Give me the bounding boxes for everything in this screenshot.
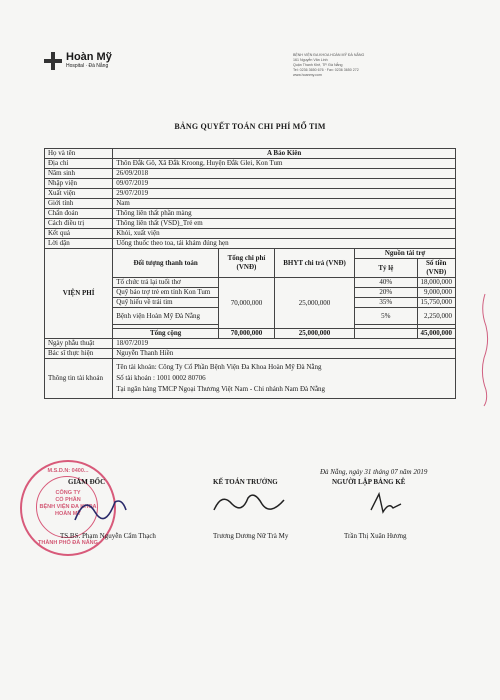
patient-gender: Nam [113,199,456,209]
accountant-signature [208,486,288,520]
col-rate-header: Tỷ lệ [355,259,417,278]
payer-row-3: Quỹ hiếu về trái tim [113,298,219,308]
patient-advice: Uống thuốc theo toa, tái khám đúng hẹn [113,239,456,249]
amount-row-1: 18,000,000 [417,278,456,288]
accountant-title: KẾ TOÁN TRƯỞNG [213,478,278,486]
total-label: Tổng cộng [113,329,219,339]
amount-row-4: 2,250,000 [417,308,456,325]
logo-name: Hoàn Mỹ [66,51,112,63]
amount-row-3: 15,750,000 [417,298,456,308]
total-cost-sum: 70,000,000 [219,329,275,339]
document-title: BẢNG QUYẾT TOÁN CHI PHÍ MỔ TIM [174,122,326,131]
total-bhyt-sum: 25,000,000 [274,329,354,339]
stamp-code: M.S.D.N: 0400... [47,468,89,474]
hospital-logo [44,52,112,70]
label-intervention: Cách điều trị [45,219,113,229]
director-signature [70,490,130,530]
signing-date: Đà Nẵng, ngày 31 tháng 07 năm 2019 [320,468,428,476]
payer-row-2: Quỹ bảo trợ trẻ em tỉnh Kon Tum [113,288,219,298]
stamp-city: THÀNH PHỐ ĐÀ NẴNG [38,540,98,546]
col-bhyt-header: BHYT chi trả (VNĐ) [274,249,354,278]
rate-row-1: 40% [355,278,417,288]
preparer-signature [365,488,405,520]
rate-row-2: 20% [355,288,417,298]
label-result: Kết quả [45,229,113,239]
patient-admit-date: 09/07/2019 [113,179,456,189]
director-name: TS.BS. Phạm Nguyễn Cẩm Thạch [60,532,156,540]
total-rate-empty [355,329,417,339]
label-advice: Lời dặn [45,239,113,249]
label-account: Thông tin tài khoản [45,359,113,399]
logo-subtitle: Hospital · Đà Nẵng [66,63,109,69]
margin-handwriting [476,290,494,410]
patient-address: Thôn Đắk Gô, Xã Đắk Kroong, Huyện Đắk Glei, Kon Tum [113,159,456,169]
label-fees: VIỆN PHÍ [45,249,113,339]
payer-row-4: Bệnh viện Hoàn Mỹ Đà Nẵng [113,308,219,325]
label-gender: Giới tính [45,199,113,209]
account-info [113,359,456,399]
total-cost-cell: 70,000,000 [219,278,275,329]
hospital-line: www.hoanmy.com [293,73,322,77]
hospital-line: Tel: 0236 3650 676 · Fax: 0236 3650 272 [293,68,359,72]
patient-intervention: Thông liên thất (VSD)_Trẻ em [113,219,456,229]
patient-dob: 26/09/2018 [113,169,456,179]
hospital-line: Quận Thanh Khê, TP. Đà Nẵng [293,63,343,67]
stamp-line3: BỆNH VIỆN ĐA KHOA [39,504,97,510]
surgery-date: 18/07/2019 [113,339,456,349]
bhyt-paid-cell: 25,000,000 [274,278,354,329]
label-name: Họ và tên [45,149,113,159]
settlement-table [44,148,456,399]
rate-row-3: 35% [355,298,417,308]
doctor-name: Nguyễn Thanh Hiền [113,349,456,359]
stamp-line4: HOÀN MỸ [55,511,81,517]
director-title: GIÁM ĐỐC [68,478,106,486]
label-address: Địa chỉ [45,159,113,169]
col-sponsor-header: Nguồn tài trợ [355,249,456,259]
col-payer-header: Đối tượng thanh toán [113,249,219,278]
label-doctor: Bác sĩ thực hiện [45,349,113,359]
account-bank: Tại ngân hàng TMCP Ngoại Thương Việt Nam - Chi nhánh Nam Đà Nẵng [116,385,326,393]
label-surgery-date: Ngày phẫu thuật [45,339,113,349]
patient-result: Khỏi, xuất viện [113,229,456,239]
total-sponsor-sum: 45,000,000 [417,329,456,339]
preparer-title: NGƯỜI LẬP BẢNG KÊ [332,478,406,486]
amount-row-2: 9,000,000 [417,288,456,298]
hospital-address-block [293,53,413,78]
cross-icon [44,52,62,70]
label-dob: Năm sinh [45,169,113,179]
rate-row-4: 5% [355,308,417,325]
label-admit: Nhập viện [45,179,113,189]
label-diagnosis: Chẩn đoán [45,209,113,219]
col-amount-header: Số tiền (VNĐ) [417,259,456,278]
account-number: Số tài khoản : 1001 0002 80706 [116,374,206,382]
accountant-name: Trương Dương Nữ Trà My [213,532,289,540]
patient-discharge-date: 29/07/2019 [113,189,456,199]
patient-name: A Bảo Kiên [113,149,456,159]
hospital-line: BỆNH VIỆN ĐA KHOA HOÀN MỸ ĐÀ NẴNG [293,53,365,57]
stamp-line1: CÔNG TY [55,490,81,496]
hospital-line: 161 Nguyễn Văn Linh [293,58,328,62]
stamp-line2: CỔ PHẦN [55,497,81,503]
preparer-name: Trần Thị Xuân Hương [344,532,407,540]
label-discharge: Xuất viện [45,189,113,199]
patient-diagnosis: Thông liên thất phần màng [113,209,456,219]
col-total-header: Tổng chi phí (VNĐ) [219,249,275,278]
account-name: Tên tài khoản: Công Ty Cổ Phần Bệnh Viện Đa Khoa Hoàn Mỹ Đà Nẵng [116,363,322,371]
payer-row-1: Tổ chức trả lại tuổi thơ [113,278,219,288]
